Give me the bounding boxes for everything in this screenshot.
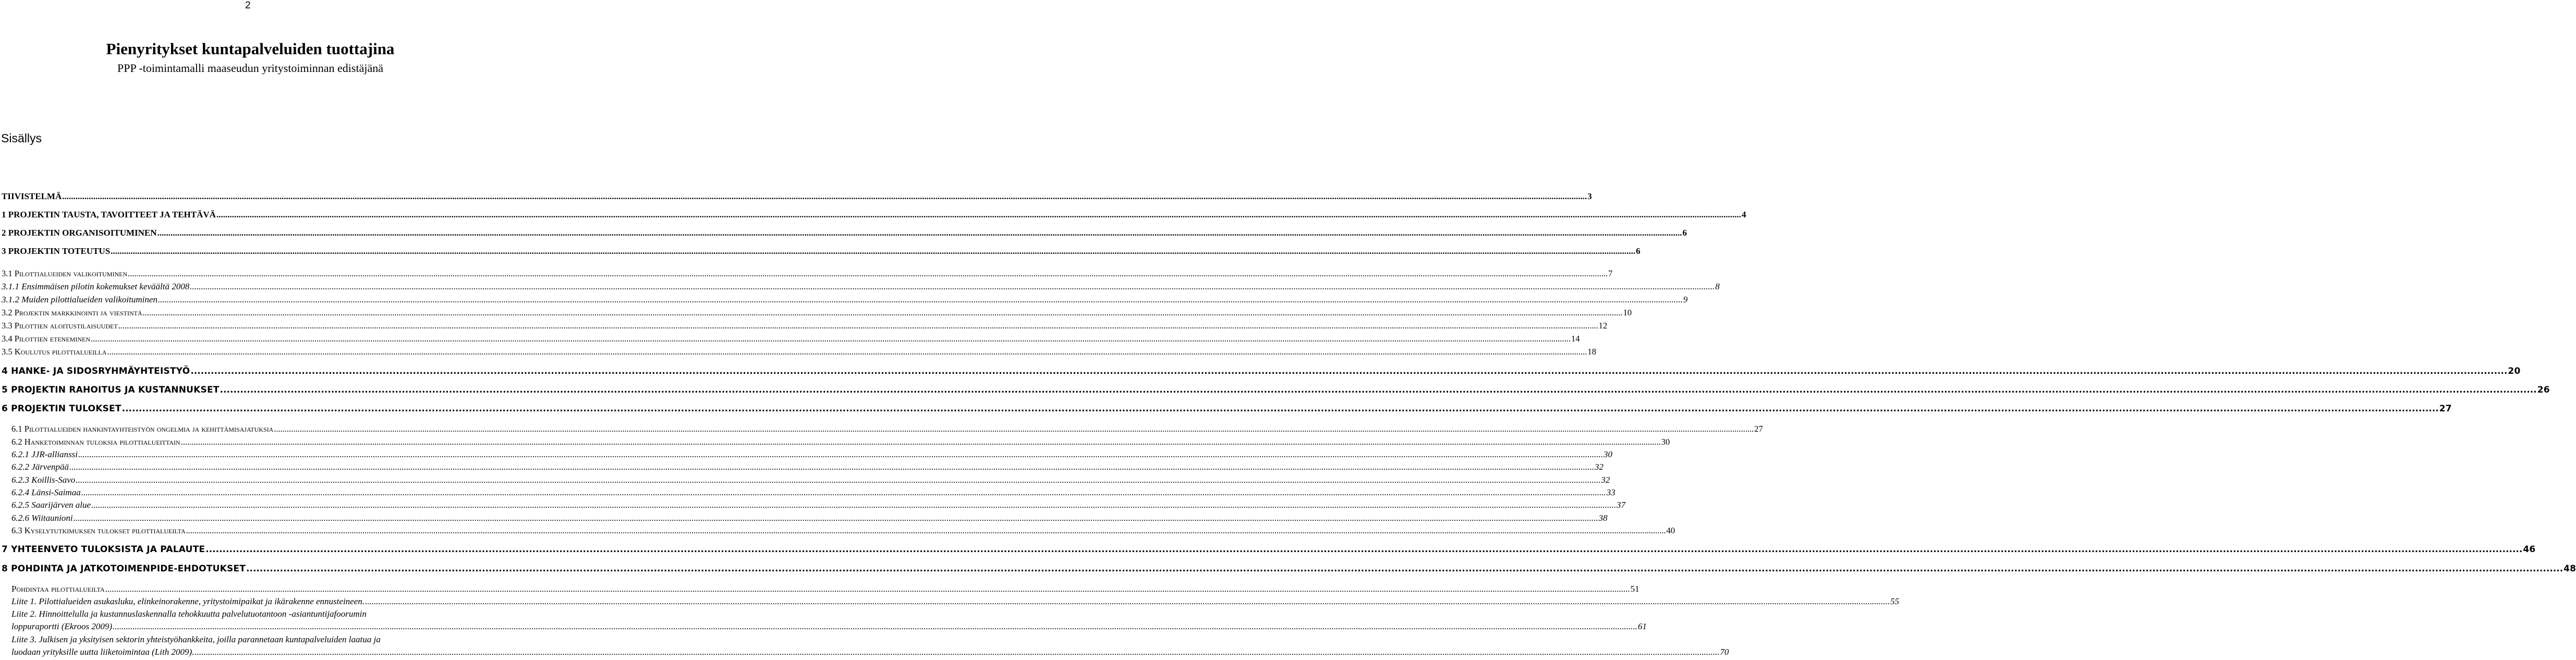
toc-leader-dots bbox=[205, 544, 2522, 555]
toc-entry[interactable] bbox=[2, 347, 1596, 357]
toc-entry-page: 4 bbox=[1741, 210, 1746, 219]
toc-leader-dots bbox=[81, 487, 1606, 498]
toc-entry-page: 30 bbox=[1603, 449, 1613, 459]
toc-entry-page: 70 bbox=[1720, 647, 1729, 657]
toc-entry[interactable] bbox=[11, 449, 1613, 460]
toc-entry-page: 9 bbox=[1683, 295, 1688, 304]
toc-entry-page: 32 bbox=[1601, 475, 1610, 485]
toc-entry-label: 6.2.3 Koillis-Savo bbox=[11, 475, 76, 485]
toc-entry-page: 10 bbox=[1623, 308, 1632, 317]
toc-entry[interactable] bbox=[2, 334, 1580, 344]
toc-entry-label: 6.2.5 Saarijärven alue bbox=[11, 500, 91, 510]
toc-entry[interactable] bbox=[11, 584, 1639, 594]
toc-entry-label: 4 HANKE- JA SIDOSRYHMÄYHTEISTYÖ bbox=[2, 366, 190, 376]
toc-entry[interactable] bbox=[2, 564, 2576, 574]
toc-entry[interactable] bbox=[2, 246, 1641, 256]
toc-entry-label: 2 PROJEKTIN ORGANISOITUMINEN bbox=[2, 228, 157, 238]
toc-entry-label: Pohdintaa pilottialueilta bbox=[11, 584, 105, 594]
toc-entry-label: 3.2 Projektin markkinointi ja viestintä bbox=[2, 308, 142, 317]
toc-entry-page: 14 bbox=[1571, 334, 1580, 344]
toc-entry[interactable] bbox=[11, 500, 1626, 510]
toc-entry-page: 33 bbox=[1606, 487, 1615, 497]
toc-entry-label: 3.5 Koulutus pilottialueilla bbox=[2, 347, 107, 357]
toc-entry-page: 55 bbox=[1890, 596, 1900, 606]
toc-entry-page: 3 bbox=[1587, 191, 1592, 201]
toc-entry[interactable] bbox=[2, 366, 2521, 376]
toc-entry[interactable] bbox=[11, 513, 1608, 523]
toc-leader-dots bbox=[111, 246, 1635, 256]
toc-entry-label: 3.1.2 Muiden pilottialueiden valikoituminen bbox=[2, 295, 157, 304]
toc-entry-label: 6.2.6 Wiitaunioni bbox=[11, 513, 73, 523]
toc-entry[interactable] bbox=[2, 268, 1613, 279]
toc-entry[interactable] bbox=[11, 621, 1647, 632]
toc-entry-label: 3.3 Pilottien aloitustilaisuudet bbox=[2, 321, 118, 331]
toc-entry-label: 3.1.1 Ensimmäisen pilotin kokemukset keväältä 2008 bbox=[2, 282, 190, 291]
toc-leader-dots bbox=[190, 366, 2507, 376]
toc-entry-label: Liite 1. Pilottialueiden asukasluku, elinkeinorakenne, yritystoimipaikat ja ikärakenne ennusteineen. bbox=[11, 596, 365, 606]
toc-leader-dots bbox=[195, 647, 1719, 657]
toc-leader-dots bbox=[74, 513, 1598, 523]
toc-entry[interactable] bbox=[2, 308, 1632, 318]
toc-leader-dots bbox=[105, 584, 1630, 594]
toc-entry-page: 32 bbox=[1595, 462, 1604, 472]
toc-entry-page: 12 bbox=[1598, 321, 1608, 331]
toc-entry-page: 40 bbox=[1666, 525, 1675, 535]
toc-entry-label: 6.2.2 Järvenpää bbox=[11, 462, 69, 472]
toc-entry-page: 18 bbox=[1587, 347, 1596, 357]
toc-entry[interactable] bbox=[2, 404, 2452, 414]
toc-entry-page: 27 bbox=[1754, 424, 1763, 434]
toc-entry-label: 5 PROJEKTIN RAHOITUS JA KUSTANNUKSET bbox=[2, 385, 220, 395]
toc-leader-dots bbox=[143, 308, 1623, 318]
toc-entry-label: 6.2.1 JJR-allianssi bbox=[11, 449, 78, 459]
toc-entry[interactable] bbox=[2, 210, 1746, 220]
toc-leader-dots bbox=[78, 449, 1603, 460]
toc-entry-page: 46 bbox=[2523, 544, 2536, 555]
toc-entry-page: 8 bbox=[1715, 282, 1720, 291]
toc-leader-dots bbox=[76, 475, 1600, 485]
toc-entry[interactable] bbox=[11, 424, 1763, 434]
contents-heading: Sisällys bbox=[1, 131, 42, 145]
toc-entry[interactable] bbox=[11, 525, 1675, 536]
toc-entry-page: 37 bbox=[1617, 500, 1626, 510]
toc-entry[interactable] bbox=[11, 647, 1729, 657]
toc-entry-label: 6 PROJEKTIN TULOKSET bbox=[2, 404, 121, 414]
toc-entry[interactable] bbox=[2, 228, 1687, 238]
toc-leader-dots bbox=[181, 437, 1661, 447]
toc-leader-dots bbox=[122, 404, 2439, 414]
toc-entry-page: 51 bbox=[1630, 584, 1639, 594]
toc-entry[interactable] bbox=[2, 544, 2536, 555]
toc-entry[interactable] bbox=[11, 462, 1604, 472]
toc-entry-page: 61 bbox=[1637, 621, 1647, 631]
toc-entry[interactable] bbox=[11, 437, 1670, 447]
toc-leader-dots bbox=[113, 621, 1637, 632]
toc-entry-page: 38 bbox=[1598, 513, 1608, 523]
toc-leader-dots bbox=[128, 268, 1608, 279]
toc-entry[interactable] bbox=[2, 191, 1592, 202]
toc-entry-page: 6 bbox=[1636, 246, 1641, 256]
toc-entry-label: 6.3 Kyselytutkimuksen tulokset pilottialueilta bbox=[11, 525, 186, 535]
toc-entry-label: 3.1 Pilottialueiden valikoituminen bbox=[2, 268, 128, 278]
toc-entry-label: 6.2.4 Länsi-Saimaa bbox=[11, 487, 81, 497]
toc-entry-label-line1[interactable]: Liite 3. Julkisen ja yksityisen sektorin yhteistyöhankkeita, joilla parannetaan kuntapalveluiden laatua ja bbox=[11, 634, 381, 644]
toc-entry-label-line1[interactable]: Liite 2. Hinnoittelulla ja kustannuslaskennalla tehokkuutta palvelutuotantoon -asiantuntijafoorumin bbox=[11, 609, 367, 619]
document-subtitle: PPP -toimintamalli maaseudun yritystoiminnan edistäjänä bbox=[117, 62, 383, 75]
toc-entry-label: 6.2 Hanketoiminnan tuloksia pilottialueittain bbox=[11, 437, 180, 447]
toc-entry[interactable] bbox=[2, 385, 2550, 395]
toc-entry-label: 6.1 Pilottialueiden hankintayhteistyön ongelmia ja kehittämisajatuksia bbox=[11, 424, 274, 434]
toc-entry-label: TIIVISTELMÄ bbox=[2, 191, 62, 201]
toc-leader-dots bbox=[62, 191, 1587, 202]
toc-leader-dots bbox=[107, 347, 1587, 357]
toc-entry[interactable] bbox=[2, 282, 1720, 292]
toc-entry-page: 48 bbox=[2563, 564, 2576, 574]
toc-entry-label-line2: luodaan yrityksille uutta liiketoimintaa (Lith 2009). bbox=[11, 647, 195, 657]
toc-leader-dots bbox=[365, 596, 1890, 607]
toc-entry-page: 6 bbox=[1682, 228, 1687, 238]
toc-entry[interactable] bbox=[11, 487, 1615, 498]
toc-leader-dots bbox=[246, 564, 2563, 574]
page-number: 2 bbox=[245, 0, 251, 11]
toc-leader-dots bbox=[216, 210, 1741, 220]
toc-entry-label-line2: loppuraportti (Ekroos 2009) bbox=[11, 621, 112, 631]
toc-entry[interactable] bbox=[2, 295, 1688, 305]
toc-leader-dots bbox=[157, 228, 1682, 238]
document-title: Pienyritykset kuntapalveluiden tuottajina bbox=[106, 40, 395, 58]
toc-leader-dots bbox=[190, 282, 1715, 292]
toc-entry[interactable] bbox=[2, 321, 1608, 331]
toc-entry-page: 30 bbox=[1661, 437, 1670, 447]
toc-entry-page: 7 bbox=[1608, 268, 1613, 278]
toc-leader-dots bbox=[274, 424, 1754, 434]
toc-entry[interactable] bbox=[11, 596, 1900, 607]
toc-entry-page: 26 bbox=[2537, 385, 2550, 395]
toc-leader-dots bbox=[158, 295, 1683, 305]
toc-leader-dots bbox=[91, 334, 1571, 344]
toc-entry[interactable] bbox=[11, 475, 1610, 485]
toc-entry-page: 27 bbox=[2439, 404, 2452, 414]
toc-leader-dots bbox=[118, 321, 1598, 331]
toc-leader-dots bbox=[91, 500, 1616, 510]
toc-leader-dots bbox=[186, 525, 1666, 536]
toc-entry-label: 7 YHTEENVETO TULOKSISTA JA PALAUTE bbox=[2, 544, 205, 555]
toc-entry-label: 8 POHDINTA JA JATKOTOIMENPIDE-EHDOTUKSET bbox=[2, 564, 246, 574]
toc-entry-label: 3.4 Pilottien eteneminen bbox=[2, 334, 91, 344]
toc-entry-page: 20 bbox=[2508, 366, 2521, 376]
toc-entry-label: 3 PROJEKTIN TOTEUTUS bbox=[2, 246, 111, 256]
toc-leader-dots bbox=[220, 385, 2537, 395]
toc-leader-dots bbox=[69, 462, 1594, 472]
toc-entry-label: 1 PROJEKTIN TAUSTA, TAVOITTEET JA TEHTÄVÄ bbox=[2, 210, 216, 219]
